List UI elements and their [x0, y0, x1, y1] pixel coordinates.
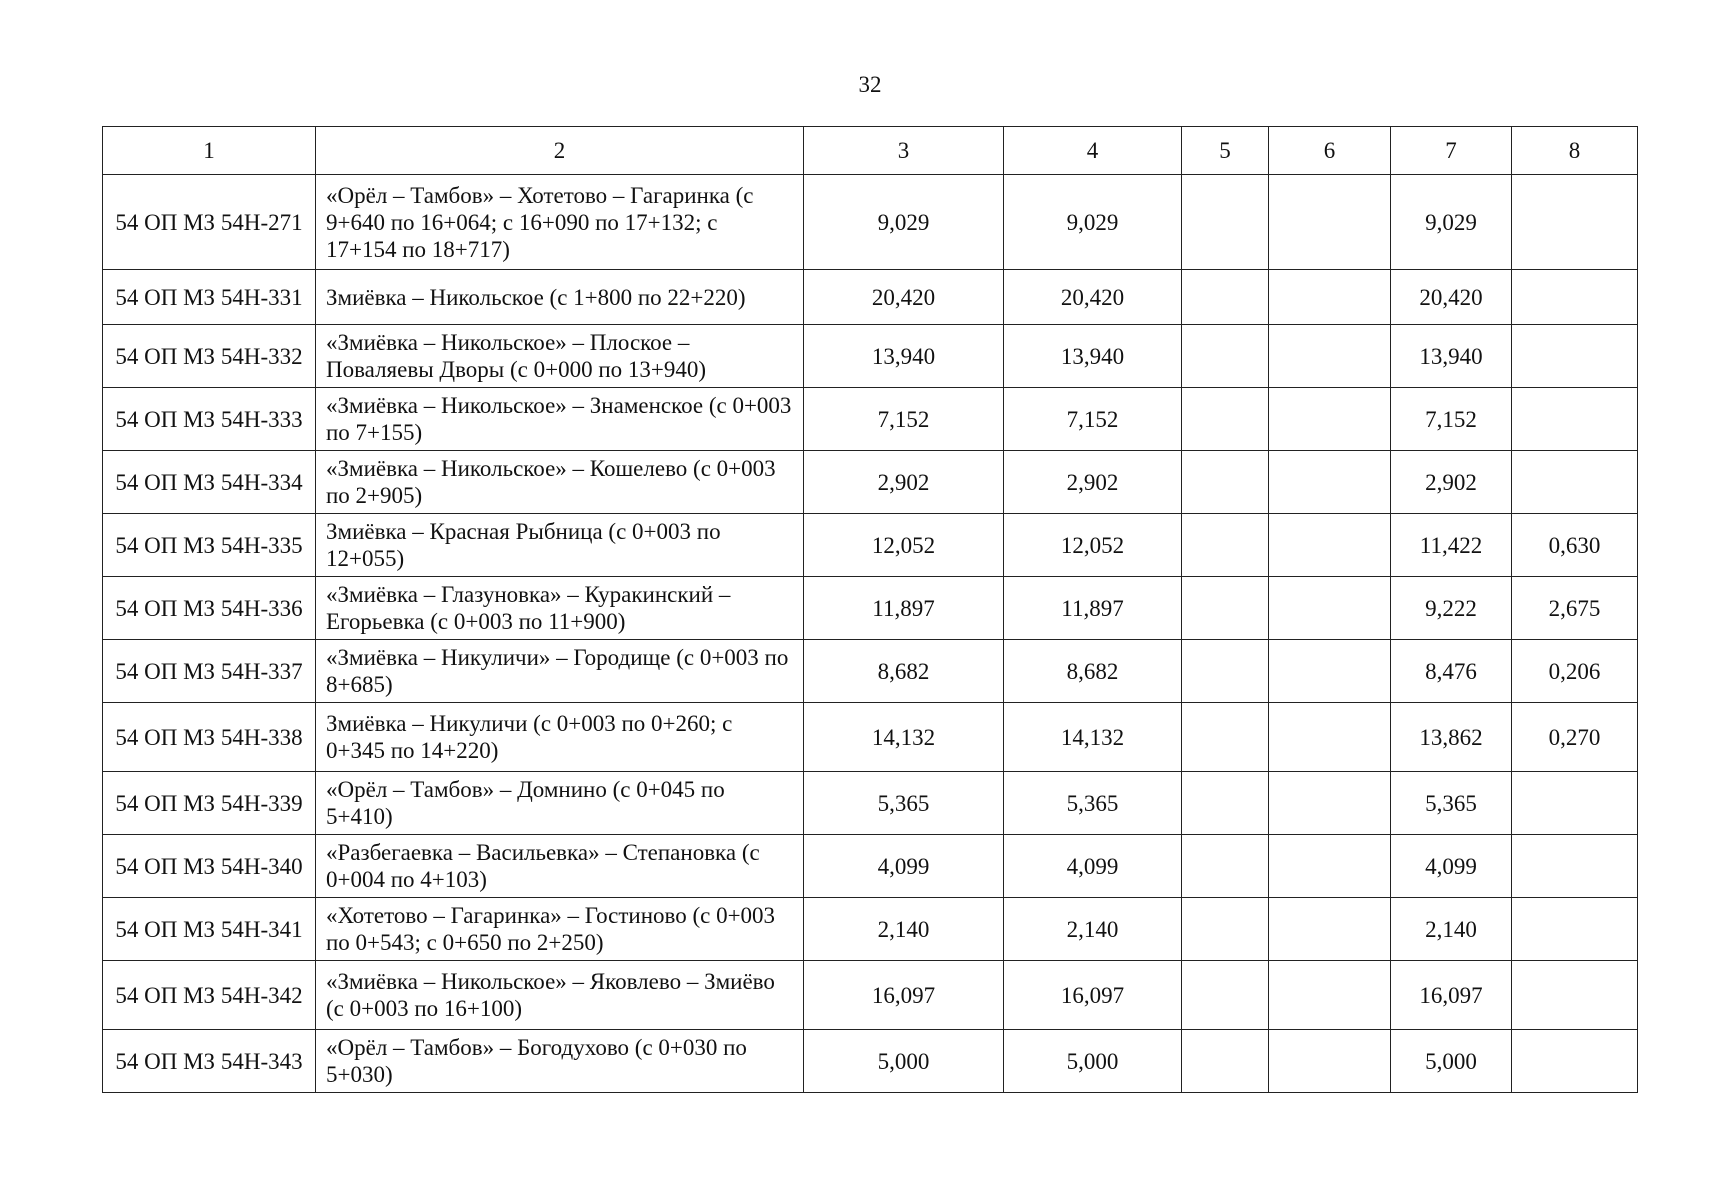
value-col-3: 14,132	[804, 703, 1004, 772]
value-col-8	[1512, 325, 1638, 388]
value-col-5	[1182, 835, 1269, 898]
header-cell-7: 7	[1391, 127, 1512, 175]
value-col-8: 0,270	[1512, 703, 1638, 772]
value-col-4: 5,000	[1004, 1030, 1182, 1093]
header-cell-3: 3	[804, 127, 1004, 175]
value-col-6	[1269, 703, 1391, 772]
value-col-3: 5,365	[804, 772, 1004, 835]
road-name: «Змиёвка – Никольское» – Знаменское (с 0+003 по 7+155)	[316, 388, 804, 451]
value-col-6	[1269, 451, 1391, 514]
header-cell-4: 4	[1004, 127, 1182, 175]
road-name: «Змиёвка – Никуличи» – Городище (с 0+003 по 8+685)	[316, 640, 804, 703]
road-code: 54 ОП МЗ 54Н-338	[103, 703, 316, 772]
table-row	[103, 388, 1638, 451]
value-col-5	[1182, 961, 1269, 1030]
value-col-7: 13,940	[1391, 325, 1512, 388]
road-code: 54 ОП МЗ 54Н-271	[103, 175, 316, 270]
value-col-7: 16,097	[1391, 961, 1512, 1030]
page-number: 32	[858, 72, 882, 97]
value-col-8: 0,630	[1512, 514, 1638, 577]
road-code: 54 ОП МЗ 54Н-334	[103, 451, 316, 514]
table-row	[103, 835, 1638, 898]
value-col-5	[1182, 514, 1269, 577]
value-col-5	[1182, 175, 1269, 270]
value-col-8	[1512, 835, 1638, 898]
value-col-4: 5,365	[1004, 772, 1182, 835]
table-row	[103, 772, 1638, 835]
value-col-5	[1182, 772, 1269, 835]
road-name: «Змиёвка – Никольское» – Плоское – Поваляевы Дворы (с 0+000 по 13+940)	[316, 325, 804, 388]
value-col-3: 8,682	[804, 640, 1004, 703]
value-col-3: 5,000	[804, 1030, 1004, 1093]
table-row	[103, 325, 1638, 388]
value-col-8	[1512, 388, 1638, 451]
value-col-4: 8,682	[1004, 640, 1182, 703]
value-col-5	[1182, 703, 1269, 772]
road-name: «Хотетово – Гагаринка» – Гостиново (с 0+003 по 0+543; с 0+650 по 2+250)	[316, 898, 804, 961]
value-col-7: 5,000	[1391, 1030, 1512, 1093]
value-col-7: 2,140	[1391, 898, 1512, 961]
value-col-6	[1269, 835, 1391, 898]
value-col-3: 9,029	[804, 175, 1004, 270]
table-row	[103, 451, 1638, 514]
header-cell-8: 8	[1512, 127, 1638, 175]
value-col-3: 12,052	[804, 514, 1004, 577]
value-col-3: 2,140	[804, 898, 1004, 961]
value-col-6	[1269, 1030, 1391, 1093]
value-col-8	[1512, 451, 1638, 514]
value-col-8: 0,206	[1512, 640, 1638, 703]
road-code: 54 ОП МЗ 54Н-335	[103, 514, 316, 577]
value-col-4: 2,140	[1004, 898, 1182, 961]
header-cell-6: 6	[1269, 127, 1391, 175]
value-col-8	[1512, 175, 1638, 270]
value-col-3: 11,897	[804, 577, 1004, 640]
value-col-7: 8,476	[1391, 640, 1512, 703]
road-code: 54 ОП МЗ 54Н-343	[103, 1030, 316, 1093]
table-row	[103, 1030, 1638, 1093]
header-cell-1: 1	[103, 127, 316, 175]
value-col-8	[1512, 270, 1638, 325]
road-name: «Змиёвка – Глазуновка» – Куракинский – Егорьевка (с 0+003 по 11+900)	[316, 577, 804, 640]
value-col-5	[1182, 451, 1269, 514]
value-col-7: 9,029	[1391, 175, 1512, 270]
road-code: 54 ОП МЗ 54Н-342	[103, 961, 316, 1030]
road-code: 54 ОП МЗ 54Н-333	[103, 388, 316, 451]
value-col-3: 2,902	[804, 451, 1004, 514]
value-col-6	[1269, 961, 1391, 1030]
road-code: 54 ОП МЗ 54Н-340	[103, 835, 316, 898]
value-col-6	[1269, 175, 1391, 270]
value-col-4: 9,029	[1004, 175, 1182, 270]
header-row	[103, 127, 1638, 175]
value-col-7: 13,862	[1391, 703, 1512, 772]
value-col-5	[1182, 388, 1269, 451]
road-name: «Орёл – Тамбов» – Домнино (с 0+045 по 5+410)	[316, 772, 804, 835]
value-col-7: 5,365	[1391, 772, 1512, 835]
road-code: 54 ОП МЗ 54Н-339	[103, 772, 316, 835]
value-col-8: 2,675	[1512, 577, 1638, 640]
value-col-6	[1269, 270, 1391, 325]
value-col-5	[1182, 898, 1269, 961]
value-col-4: 12,052	[1004, 514, 1182, 577]
table-row	[103, 270, 1638, 325]
road-name: Змиёвка – Никуличи (с 0+003 по 0+260; с 0+345 по 14+220)	[316, 703, 804, 772]
value-col-7: 2,902	[1391, 451, 1512, 514]
value-col-4: 11,897	[1004, 577, 1182, 640]
value-col-6	[1269, 514, 1391, 577]
value-col-5	[1182, 325, 1269, 388]
value-col-5	[1182, 270, 1269, 325]
value-col-6	[1269, 577, 1391, 640]
value-col-6	[1269, 772, 1391, 835]
value-col-8	[1512, 772, 1638, 835]
value-col-4: 7,152	[1004, 388, 1182, 451]
value-col-3: 4,099	[804, 835, 1004, 898]
value-col-6	[1269, 640, 1391, 703]
value-col-4: 14,132	[1004, 703, 1182, 772]
road-name: Змиёвка – Никольское (с 1+800 по 22+220)	[316, 270, 804, 325]
value-col-7: 20,420	[1391, 270, 1512, 325]
road-code: 54 ОП МЗ 54Н-332	[103, 325, 316, 388]
table-row	[103, 514, 1638, 577]
roads-table	[102, 126, 1638, 1093]
value-col-5	[1182, 640, 1269, 703]
table-row	[103, 703, 1638, 772]
table-row	[103, 898, 1638, 961]
value-col-3: 16,097	[804, 961, 1004, 1030]
value-col-8	[1512, 1030, 1638, 1093]
value-col-5	[1182, 1030, 1269, 1093]
value-col-6	[1269, 898, 1391, 961]
value-col-4: 2,902	[1004, 451, 1182, 514]
value-col-3: 7,152	[804, 388, 1004, 451]
value-col-7: 9,222	[1391, 577, 1512, 640]
road-name: «Змиёвка – Никольское» – Яковлево – Змиёво (с 0+003 по 16+100)	[316, 961, 804, 1030]
header-cell-2: 2	[316, 127, 804, 175]
road-code: 54 ОП МЗ 54Н-331	[103, 270, 316, 325]
road-name: «Орёл – Тамбов» – Хотетово – Гагаринка (с 9+640 по 16+064; с 16+090 по 17+132; с 17+154 по 18+717)	[316, 175, 804, 270]
value-col-3: 13,940	[804, 325, 1004, 388]
value-col-4: 13,940	[1004, 325, 1182, 388]
table-row	[103, 640, 1638, 703]
value-col-5	[1182, 577, 1269, 640]
value-col-3: 20,420	[804, 270, 1004, 325]
value-col-7: 11,422	[1391, 514, 1512, 577]
road-code: 54 ОП МЗ 54Н-336	[103, 577, 316, 640]
value-col-4: 20,420	[1004, 270, 1182, 325]
header-cell-5: 5	[1182, 127, 1269, 175]
road-name: Змиёвка – Красная Рыбница (с 0+003 по 12+055)	[316, 514, 804, 577]
value-col-4: 4,099	[1004, 835, 1182, 898]
value-col-8	[1512, 898, 1638, 961]
value-col-7: 7,152	[1391, 388, 1512, 451]
road-name: «Разбегаевка – Васильевка» – Степановка (с 0+004 по 4+103)	[316, 835, 804, 898]
value-col-4: 16,097	[1004, 961, 1182, 1030]
table-row	[103, 961, 1638, 1030]
road-name: «Змиёвка – Никольское» – Кошелево (с 0+003 по 2+905)	[316, 451, 804, 514]
road-code: 54 ОП МЗ 54Н-337	[103, 640, 316, 703]
value-col-6	[1269, 325, 1391, 388]
table-row	[103, 577, 1638, 640]
road-name: «Орёл – Тамбов» – Богодухово (с 0+030 по 5+030)	[316, 1030, 804, 1093]
value-col-6	[1269, 388, 1391, 451]
road-code: 54 ОП МЗ 54Н-341	[103, 898, 316, 961]
table-row	[103, 175, 1638, 270]
value-col-7: 4,099	[1391, 835, 1512, 898]
value-col-8	[1512, 961, 1638, 1030]
